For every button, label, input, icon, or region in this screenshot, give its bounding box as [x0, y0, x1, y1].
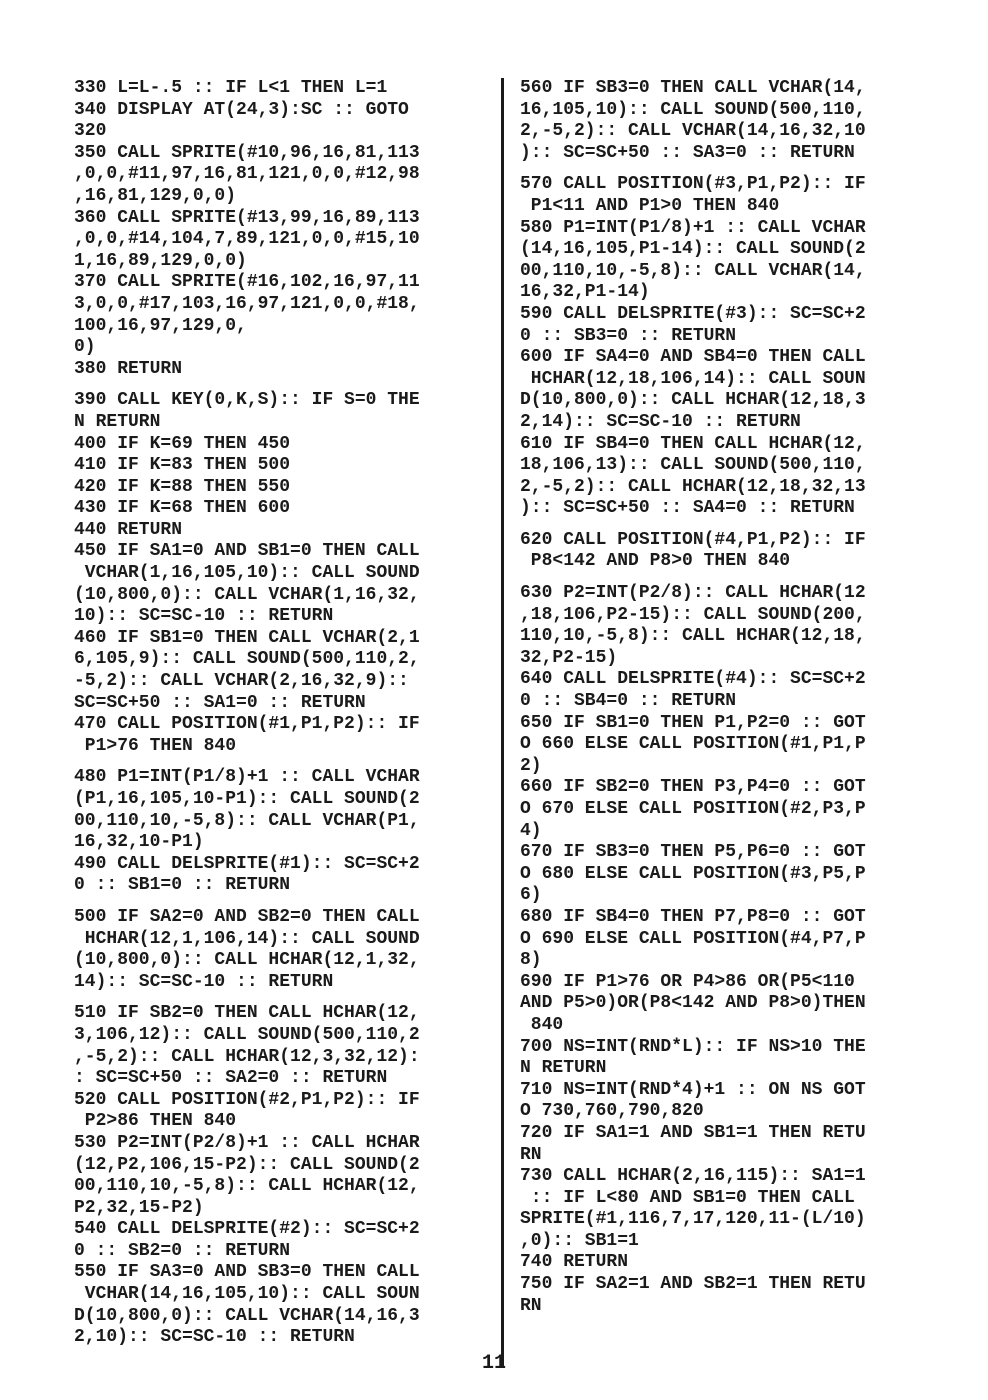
- code-line: ,16,81,129,0,0): [74, 185, 237, 206]
- code-line: 540 CALL DELSPRITE(#2):: SC=SC+2: [74, 1219, 420, 1240]
- code-line: 680 IF SB4=0 THEN P7,P8=0 :: GOT: [520, 906, 866, 927]
- code-line: ):: SC=SC+50 :: SA3=0 :: RETURN: [520, 142, 855, 163]
- code-line: AND P5>0)OR(P8<142 AND P8>0)THEN: [520, 993, 866, 1014]
- code-line: 430 IF K=68 THEN 600: [74, 498, 291, 519]
- code-line: 4): [520, 820, 542, 841]
- code-line: : SC=SC+50 :: SA2=0 :: RETURN: [74, 1068, 388, 1089]
- code-line: 380 RETURN: [74, 358, 183, 379]
- code-line: 1,16,89,129,0,0): [74, 250, 247, 271]
- code-line: 460 IF SB1=0 THEN CALL VCHAR(2,1: [74, 627, 420, 648]
- code-line: 0): [74, 337, 96, 358]
- code-line: HCHAR(12,1,106,14):: CALL SOUND: [74, 928, 420, 949]
- code-line: O 670 ELSE CALL POSITION(#2,P3,P: [520, 799, 866, 819]
- code-line: 2,-5,2):: CALL VCHAR(14,16,32,10: [520, 121, 866, 142]
- code-line: 00,110,10,-5,8):: CALL VCHAR(14,: [520, 260, 866, 281]
- code-line: 520 CALL POSITION(#2,P1,P2):: IF: [74, 1089, 420, 1110]
- code-line: P1>76 THEN 840: [74, 735, 237, 756]
- right-code-column: [520, 78, 945, 1317]
- block-gap: [74, 993, 494, 1003]
- code-line: 470 CALL POSITION(#1,P1,P2):: IF: [74, 714, 420, 735]
- code-line: P2,32,15-P2): [74, 1197, 204, 1218]
- code-line: 0 :: SB2=0 :: RETURN: [74, 1240, 291, 1261]
- code-line: 0 :: SB4=0 :: RETURN: [520, 691, 737, 712]
- code-line: HCHAR(12,18,106,14):: CALL SOUN: [520, 368, 866, 389]
- code-line: P2>86 THEN 840: [74, 1111, 237, 1132]
- code-line: 0 :: SB3=0 :: RETURN: [520, 325, 737, 346]
- code-line: (12,P2,106,15-P2):: CALL SOUND(2: [74, 1154, 420, 1175]
- block-gap: [520, 573, 945, 583]
- code-line: 640 CALL DELSPRITE(#4):: SC=SC+2: [520, 669, 866, 690]
- code-line: 420 IF K=88 THEN 550: [74, 476, 291, 497]
- code-line: :: IF L<80 AND SB1=0 THEN CALL: [520, 1187, 855, 1208]
- code-line: 8): [520, 950, 542, 971]
- code-line: 670 IF SB3=0 THEN P5,P6=0 :: GOT: [520, 842, 866, 863]
- code-line: RN: [520, 1295, 542, 1316]
- code-line: -5,2):: CALL VCHAR(2,16,32,9)::: [74, 671, 409, 692]
- code-line: 440 RETURN: [74, 519, 183, 540]
- code-line: (10,800,0):: CALL VCHAR(1,16,32,: [74, 584, 420, 605]
- code-line: 16,32,P1-14): [520, 282, 650, 303]
- block-gap: [520, 520, 945, 530]
- block-gap: [520, 164, 945, 174]
- code-line: 340 DISPLAY AT(24,3):SC :: GOTO: [74, 99, 409, 120]
- code-line: 580 P1=INT(P1/8)+1 :: CALL VCHAR: [520, 217, 866, 238]
- code-line: 560 IF SB3=0 THEN CALL VCHAR(14,: [520, 78, 866, 98]
- code-line: 500 IF SA2=0 AND SB2=0 THEN CALL: [74, 906, 420, 927]
- code-line: 610 IF SB4=0 THEN CALL HCHAR(12,: [520, 433, 866, 454]
- block-gap: [74, 380, 494, 390]
- code-line: 450 IF SA1=0 AND SB1=0 THEN CALL: [74, 541, 420, 562]
- code-line: O 680 ELSE CALL POSITION(#3,P5,P: [520, 863, 866, 884]
- code-line: 100,16,97,129,0,: [74, 315, 247, 336]
- code-line: N RETURN: [74, 411, 161, 432]
- code-line: 510 IF SB2=0 THEN CALL HCHAR(12,: [74, 1003, 420, 1024]
- code-line: 14):: SC=SC-10 :: RETURN: [74, 971, 334, 992]
- code-line: ,18,106,P2-15):: CALL SOUND(200,: [520, 604, 866, 625]
- code-line: 720 IF SA1=1 AND SB1=1 THEN RETU: [520, 1122, 866, 1143]
- code-line: 690 IF P1>76 OR P4>86 OR(P5<110: [520, 971, 855, 992]
- code-line: VCHAR(14,16,105,10):: CALL SOUN: [74, 1284, 420, 1305]
- code-line: 3,0,0,#17,103,16,97,121,0,0,#18,: [74, 293, 420, 314]
- code-line: 590 CALL DELSPRITE(#3):: SC=SC+2: [520, 303, 866, 324]
- code-line: 740 RETURN: [520, 1252, 629, 1273]
- code-line: 360 CALL SPRITE(#13,99,16,89,113: [74, 207, 420, 228]
- code-line: 00,110,10,-5,8):: CALL HCHAR(12,: [74, 1176, 420, 1197]
- code-line: 18,106,13):: CALL SOUND(500,110,: [520, 455, 866, 476]
- code-line: 2,10):: SC=SC-10 :: RETURN: [74, 1327, 355, 1348]
- code-line: 2): [520, 755, 542, 776]
- code-line: ,0,0,#14,104,7,89,121,0,0,#15,10: [74, 229, 420, 250]
- code-line: (P1,16,105,10-P1):: CALL SOUND(2: [74, 789, 420, 809]
- code-line: 620 CALL POSITION(#4,P1,P2):: IF: [520, 529, 866, 550]
- code-line: 350 CALL SPRITE(#10,96,16,81,113: [74, 142, 420, 163]
- code-line: P1<11 AND P1>0 THEN 840: [520, 195, 780, 216]
- code-line: 0 :: SB1=0 :: RETURN: [74, 875, 291, 896]
- code-line: D(10,800,0):: CALL VCHAR(14,16,3: [74, 1305, 420, 1326]
- code-line: 530 P2=INT(P2/8)+1 :: CALL HCHAR: [74, 1132, 420, 1153]
- code-line: N RETURN: [520, 1058, 607, 1079]
- code-line: ):: SC=SC+50 :: SA4=0 :: RETURN: [520, 498, 855, 519]
- code-line: 650 IF SB1=0 THEN P1,P2=0 :: GOT: [520, 712, 866, 733]
- code-line: SC=SC+50 :: SA1=0 :: RETURN: [74, 692, 366, 713]
- code-line: 6,105,9):: CALL SOUND(500,110,2,: [74, 649, 420, 670]
- code-line: 550 IF SA3=0 AND SB3=0 THEN CALL: [74, 1262, 420, 1283]
- code-line: 00,110,10,-5,8):: CALL VCHAR(P1,: [74, 810, 420, 831]
- code-line: 730 CALL HCHAR(2,16,115):: SA1=1: [520, 1166, 866, 1187]
- code-line: 16,32,10-P1): [74, 832, 204, 853]
- code-line: P8<142 AND P8>0 THEN 840: [520, 551, 791, 572]
- code-line: D(10,800,0):: CALL HCHAR(12,18,3: [520, 390, 866, 411]
- code-line: O 690 ELSE CALL POSITION(#4,P7,P: [520, 928, 866, 949]
- code-line: 410 IF K=83 THEN 500: [74, 455, 291, 476]
- code-line: SPRITE(#1,116,7,17,120,11-(L/10): [520, 1209, 866, 1230]
- code-line: ,-5,2):: CALL HCHAR(12,3,32,12):: [74, 1046, 420, 1067]
- code-line: 370 CALL SPRITE(#16,102,16,97,11: [74, 272, 420, 293]
- code-line: 840: [520, 1014, 564, 1035]
- code-line: 330 L=L-.5 :: IF L<1 THEN L=1: [74, 78, 388, 98]
- code-line: ,0,0,#11,97,16,81,121,0,0,#12,98: [74, 164, 420, 185]
- code-line: O 730,760,790,820: [520, 1101, 704, 1122]
- code-line: 2,-5,2):: CALL HCHAR(12,18,32,13: [520, 476, 866, 497]
- code-line: 660 IF SB2=0 THEN P3,P4=0 :: GOT: [520, 777, 866, 798]
- code-line: 2,14):: SC=SC-10 :: RETURN: [520, 411, 801, 432]
- code-line: 10):: SC=SC-10 :: RETURN: [74, 606, 334, 627]
- code-line: 110,10,-5,8):: CALL HCHAR(12,18,: [520, 626, 866, 647]
- code-line: (14,16,105,P1-14):: CALL SOUND(2: [520, 239, 866, 260]
- code-line: ,0):: SB1=1: [520, 1230, 639, 1251]
- code-line: 710 NS=INT(RND*4)+1 :: ON NS GOT: [520, 1079, 866, 1100]
- code-line: 6): [520, 885, 542, 906]
- code-line: 400 IF K=69 THEN 450: [74, 433, 291, 454]
- code-line: VCHAR(1,16,105,10):: CALL SOUND: [74, 563, 420, 584]
- code-line: 390 CALL KEY(0,K,S):: IF S=0 THE: [74, 390, 420, 411]
- left-code-column: [74, 78, 494, 1349]
- block-gap: [74, 897, 494, 907]
- code-line: 480 P1=INT(P1/8)+1 :: CALL VCHAR: [74, 767, 420, 788]
- code-line: O 660 ELSE CALL POSITION(#1,P1,P: [520, 734, 866, 755]
- column-divider: [501, 78, 504, 1366]
- code-line: 32,P2-15): [520, 647, 618, 668]
- code-line: 750 IF SA2=1 AND SB2=1 THEN RETU: [520, 1274, 866, 1295]
- block-gap: [74, 757, 494, 767]
- code-line: 630 P2=INT(P2/8):: CALL HCHAR(12: [520, 583, 866, 604]
- code-line: 16,105,10):: CALL SOUND(500,110,: [520, 99, 866, 120]
- code-line: RN: [520, 1144, 542, 1165]
- code-line: 600 IF SA4=0 AND SB4=0 THEN CALL: [520, 347, 866, 368]
- code-line: 3,106,12):: CALL SOUND(500,110,2: [74, 1024, 420, 1045]
- page-number: 11: [481, 1352, 506, 1375]
- code-line: 700 NS=INT(RND*L):: IF NS>10 THE: [520, 1036, 866, 1057]
- code-line: 490 CALL DELSPRITE(#1):: SC=SC+2: [74, 853, 420, 874]
- code-line: (10,800,0):: CALL HCHAR(12,1,32,: [74, 950, 420, 971]
- code-line: 570 CALL POSITION(#3,P1,P2):: IF: [520, 174, 866, 195]
- code-line: 320: [74, 121, 107, 142]
